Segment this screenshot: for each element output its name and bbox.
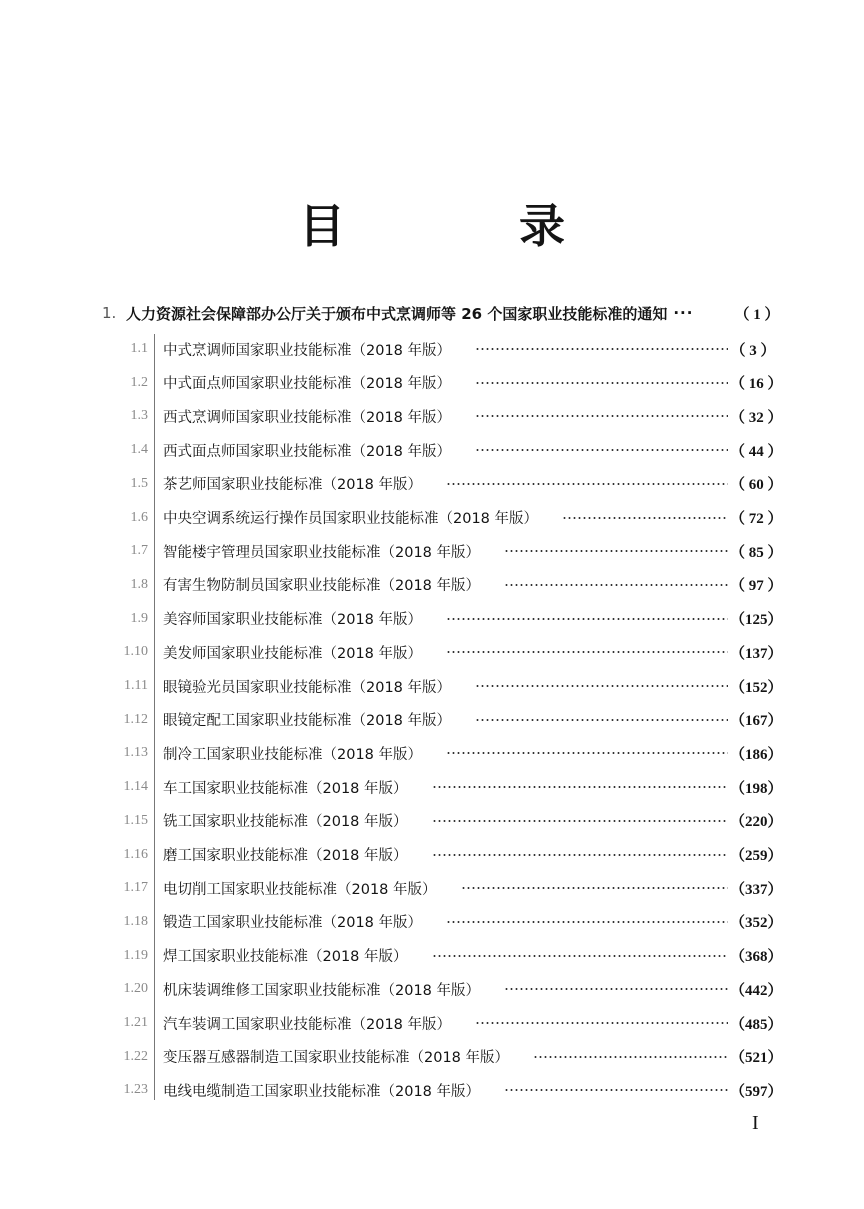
toc-entry-number: 1.2: [130, 374, 148, 390]
toc-dot-leader: [446, 483, 728, 485]
toc-dot-leader: [475, 685, 728, 687]
toc-entry-page: （198）: [730, 780, 783, 797]
toc-entry[interactable]: [0, 772, 864, 802]
toc-entry[interactable]: [0, 469, 864, 499]
toc-entry-title: 眼镜验光员国家职业技能标准（2018 年版）: [163, 679, 452, 696]
toc-entry-title: 美容师国家职业技能标准（2018 年版）: [163, 612, 423, 629]
toc-entry-page: （368）: [730, 949, 783, 966]
toc-entry-title: 焊工国家职业技能标准（2018 年版）: [163, 949, 408, 966]
toc-entry[interactable]: [0, 604, 864, 634]
toc-entry[interactable]: [0, 1008, 864, 1038]
toc-entry-number: 1.22: [123, 1048, 148, 1064]
toc-entry-title: 电线电缆制造工国家职业技能标准（2018 年版）: [163, 1083, 481, 1100]
toc-dot-leader: [562, 517, 728, 519]
toc-entry[interactable]: [0, 907, 864, 937]
toc-entry-title: 中央空调系统运行操作员国家职业技能标准（2018 年版）: [163, 511, 539, 527]
toc-entry-page: （521）: [730, 1050, 783, 1067]
toc-entry-title: 铣工国家职业技能标准（2018 年版）: [163, 814, 408, 831]
toc-entry[interactable]: [0, 401, 864, 431]
toc-entry-page: （597）: [730, 1083, 783, 1100]
toc-entry-number: 1.6: [130, 509, 148, 525]
toc-main-page: （ 1 ）: [734, 306, 780, 323]
toc-entry-number: 1.3: [130, 408, 148, 424]
toc-main-title: 人力资源社会保障部办公厅关于颁布中式烹调师等 26 个国家职业技能标准的通知: [126, 304, 668, 323]
toc-entry-title: 汽车装调工国家职业技能标准（2018 年版）: [163, 1016, 452, 1033]
toc-entry-number: 1.16: [123, 846, 148, 862]
toc-entry-page: （186）: [730, 746, 783, 763]
toc-main-leader: ···: [673, 304, 694, 322]
toc-entry-number: 1.23: [123, 1082, 148, 1098]
toc-dot-leader: [533, 1056, 728, 1058]
toc-entry-number: 1.14: [123, 779, 148, 795]
toc-entry-page: （ 85 ）: [730, 544, 783, 561]
toc-entry-number: 1.21: [123, 1015, 148, 1030]
toc-dot-leader: [461, 887, 728, 889]
toc-entry[interactable]: [0, 570, 864, 600]
page-folio: I: [752, 1112, 759, 1134]
toc-entry-page: （ 32 ）: [730, 409, 783, 426]
toc-entry[interactable]: [0, 840, 864, 870]
toc-entry-number: 1.17: [123, 880, 148, 896]
toc-entry-title: 西式面点师国家职业技能标准（2018 年版）: [163, 443, 452, 460]
toc-entry-page: （152）: [730, 679, 783, 696]
toc-entry-number: 1.4: [130, 442, 148, 458]
toc-entry-number: 1.18: [123, 913, 148, 929]
toc-dot-leader: [432, 955, 728, 957]
toc-entry-title: 西式烹调师国家职业技能标准（2018 年版）: [163, 409, 452, 426]
toc-entry-title: 磨工国家职业技能标准（2018 年版）: [163, 848, 408, 864]
toc-entry[interactable]: [0, 334, 864, 364]
toc-entry[interactable]: [0, 738, 864, 768]
toc-dot-leader: [432, 854, 728, 856]
toc-entry-page: （220）: [730, 814, 783, 831]
toc-entry-number: 1.13: [123, 745, 148, 761]
toc-entry[interactable]: [0, 1075, 864, 1105]
toc-entry-number: 1.1: [130, 341, 148, 356]
toc-entry-page: （ 97 ）: [730, 578, 783, 595]
toc-dot-leader: [446, 618, 728, 620]
toc-entry[interactable]: [0, 873, 864, 903]
toc-entry-title: 智能楼宇管理员国家职业技能标准（2018 年版）: [163, 544, 481, 561]
toc-entry-title: 眼镜定配工国家职业技能标准（2018 年版）: [163, 713, 452, 730]
toc-dot-leader: [432, 820, 728, 822]
toc-entry[interactable]: [0, 974, 864, 1004]
toc-entry-title: 车工国家职业技能标准（2018 年版）: [163, 780, 408, 797]
toc-entry-page: （337）: [730, 881, 783, 898]
toc-entry-page: （485）: [730, 1016, 783, 1033]
toc-dot-leader: [475, 1022, 728, 1024]
toc-entry-page: （137）: [730, 645, 783, 662]
toc-main-number: 1.: [102, 304, 117, 322]
toc-dot-leader: [504, 988, 728, 990]
toc-entry[interactable]: [0, 536, 864, 566]
toc-entry-number: 1.8: [130, 576, 148, 592]
toc-entry[interactable]: [0, 806, 864, 836]
toc-entry-number: 1.15: [123, 812, 148, 828]
toc-entry-title: 机床装调维修工国家职业技能标准（2018 年版）: [163, 982, 481, 999]
toc-entry-number: 1.10: [123, 644, 148, 660]
toc-entry-title: 中式面点师国家职业技能标准（2018 年版）: [163, 376, 452, 393]
toc-entry[interactable]: [0, 1042, 864, 1072]
toc-entry-title: 电切削工国家职业技能标准（2018 年版）: [163, 881, 437, 898]
toc-entry-title: 有害生物防制员国家职业技能标准（2018 年版）: [163, 578, 481, 595]
toc-entry-page: （125）: [730, 612, 783, 629]
toc-entry-number: 1.9: [130, 610, 148, 626]
toc-entry-page: （352）: [730, 915, 783, 932]
toc-dot-leader: [432, 786, 728, 788]
toc-entry-title: 茶艺师国家职业技能标准（2018 年版）: [163, 477, 423, 494]
toc-entry-title: 美发师国家职业技能标准（2018 年版）: [163, 645, 423, 662]
toc-dot-leader: [475, 449, 728, 451]
toc-entry-number: 1.20: [123, 981, 148, 997]
toc-entry-page: （ 16 ）: [730, 376, 783, 393]
toc-dot-leader: [446, 921, 728, 923]
toc-entry-number: 1.5: [130, 475, 148, 491]
toc-dot-leader: [446, 752, 728, 754]
toc-dot-leader: [475, 382, 728, 384]
toc-entry[interactable]: [0, 368, 864, 398]
toc-dot-leader: [504, 1089, 728, 1091]
toc-entry-page: （259）: [730, 848, 783, 864]
toc-entry[interactable]: [0, 705, 864, 735]
toc-entry-title: 锻造工国家职业技能标准（2018 年版）: [163, 915, 423, 932]
toc-entry-page: （442）: [730, 982, 783, 999]
page-title: 目 录: [299, 199, 629, 253]
toc-dot-leader: [446, 651, 728, 653]
toc-dot-leader: [475, 719, 728, 721]
toc-entry-page: （ 72 ）: [730, 511, 783, 527]
toc-entry-number: 1.7: [130, 543, 148, 559]
toc-entry-number: 1.19: [123, 947, 148, 963]
toc-main-entry[interactable]: [102, 300, 780, 326]
toc-entry[interactable]: [0, 503, 864, 533]
toc-entry[interactable]: [0, 671, 864, 701]
toc-entry[interactable]: [0, 637, 864, 667]
toc-entry-title: 变压器互感器制造工国家职业技能标准（2018 年版）: [163, 1050, 510, 1067]
toc-dot-leader: [504, 550, 728, 552]
toc-dot-leader: [475, 415, 728, 417]
toc-entry[interactable]: [0, 435, 864, 465]
toc-entry-page: （ 44 ）: [730, 443, 783, 460]
toc-entry-page: （ 60 ）: [730, 477, 783, 494]
toc-entry-page: （167）: [730, 713, 783, 730]
toc-dot-leader: [504, 584, 728, 586]
toc-entry-page: （ 3 ）: [730, 342, 776, 359]
toc-entry-title: 制冷工国家职业技能标准（2018 年版）: [163, 746, 423, 763]
toc-entry[interactable]: [0, 941, 864, 971]
toc-entry-title: 中式烹调师国家职业技能标准（2018 年版）: [163, 342, 452, 359]
toc-dot-leader: [475, 348, 728, 350]
toc-entry-number: 1.12: [123, 711, 148, 727]
toc-entry-number: 1.11: [124, 678, 148, 693]
